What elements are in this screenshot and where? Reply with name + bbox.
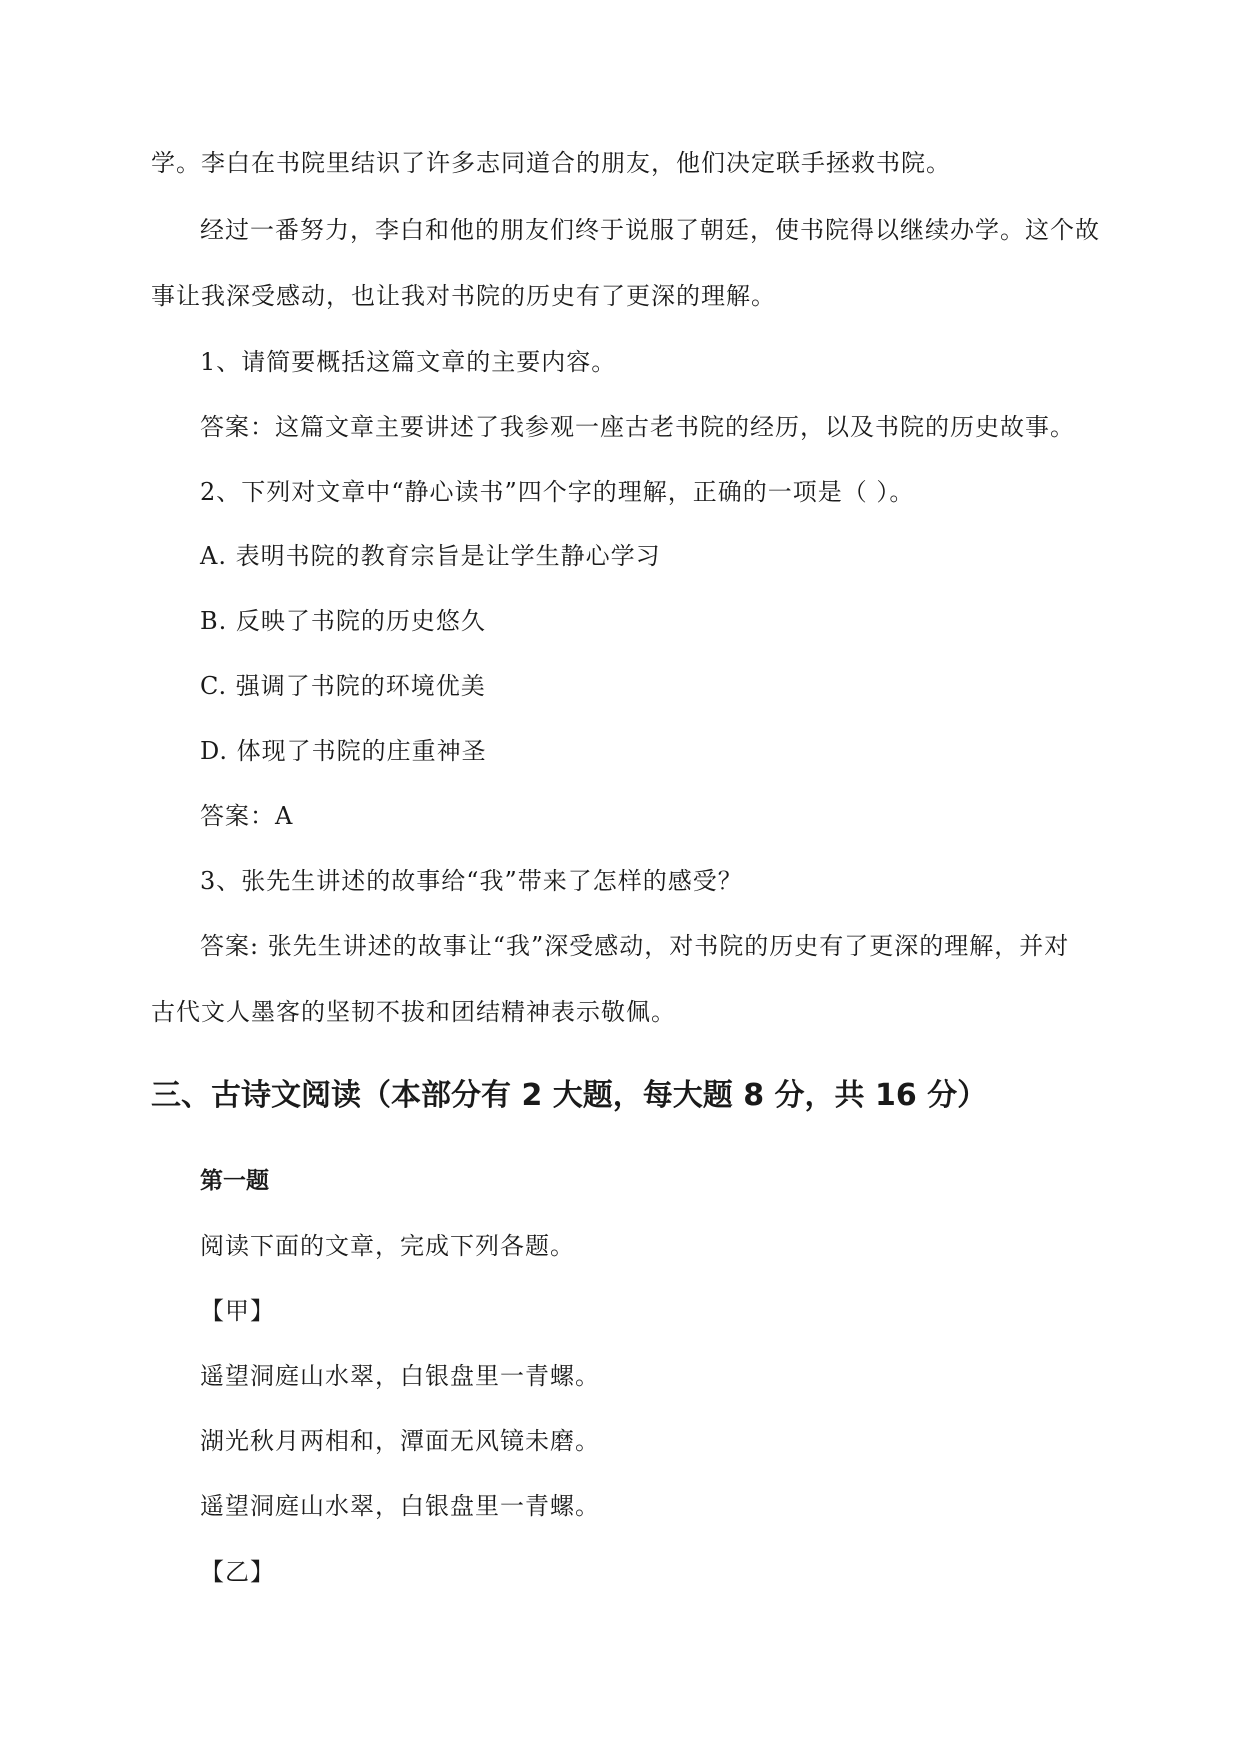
option-a: A. 表明书院的教育宗旨是让学生静心学习 bbox=[200, 542, 661, 570]
option-b: B. 反映了书院的历史悠久 bbox=[200, 607, 486, 635]
answer-3-line: 答案: 张先生讲述的故事让“我”深受感动，对书院的历史有了更深的理解，并对 bbox=[200, 932, 1070, 960]
poem-line: 遥望洞庭山水翠，白银盘里一青螺。 bbox=[200, 1492, 600, 1520]
option-d: D. 体现了书院的庄重神圣 bbox=[200, 737, 487, 765]
poem-line: 湖光秋月两相和，潭面无风镜未磨。 bbox=[200, 1427, 600, 1455]
question-3: 3、张先生讲述的故事给“我”带来了怎样的感受？ bbox=[200, 867, 743, 895]
answer-2: 答案：A bbox=[200, 802, 294, 830]
paragraph-line: 经过一番努力，李白和他的朋友们终于说服了朝廷，使书院得以继续办学。这个故 bbox=[200, 216, 1100, 244]
section-heading: 三、古诗文阅读（本部分有 2 大题，每大题 8 分，共 16 分） bbox=[151, 1078, 988, 1113]
question-2: 2、下列对文章中“静心读书”四个字的理解，正确的一项是（ ）。 bbox=[200, 478, 915, 506]
option-c: C. 强调了书院的环境优美 bbox=[200, 672, 486, 700]
answer-3-line: 古代文人墨客的坚韧不拔和团结精神表示敬佩。 bbox=[151, 998, 676, 1026]
jia-label: 【甲】 bbox=[200, 1297, 275, 1325]
yi-label: 【乙】 bbox=[200, 1558, 275, 1586]
question-1: 1、请简要概括这篇文章的主要内容。 bbox=[200, 348, 617, 376]
instruction: 阅读下面的文章，完成下列各题。 bbox=[200, 1232, 575, 1260]
sub-heading: 第一题 bbox=[200, 1168, 269, 1194]
paragraph-line: 事让我深受感动，也让我对书院的历史有了更深的理解。 bbox=[151, 282, 776, 310]
answer-1: 答案：这篇文章主要讲述了我参观一座古老书院的经历，以及书院的历史故事。 bbox=[200, 413, 1075, 441]
paragraph-line: 学。李白在书院里结识了许多志同道合的朋友，他们决定联手拯救书院。 bbox=[151, 149, 951, 177]
poem-line: 遥望洞庭山水翠，白银盘里一青螺。 bbox=[200, 1362, 600, 1390]
